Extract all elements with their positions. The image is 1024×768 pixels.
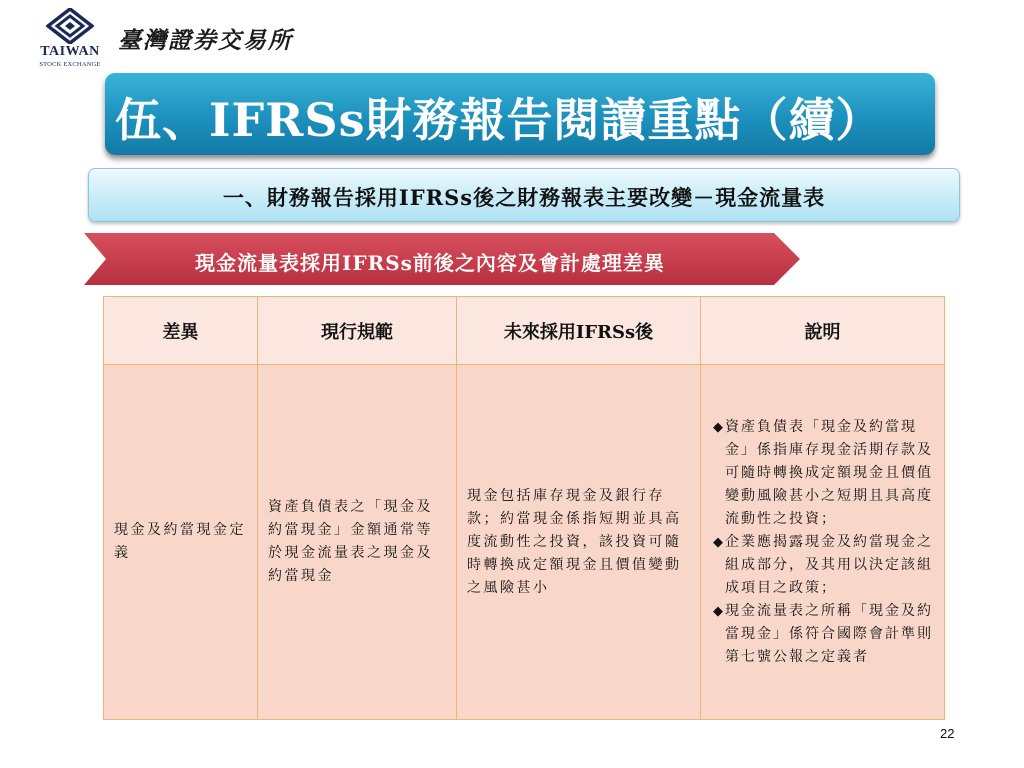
header-future-ifrs: 未來採用IFRSs後: [457, 297, 701, 365]
twse-logo-icon: [46, 8, 94, 44]
page-number: 22: [940, 726, 955, 741]
header-explanation: 說明: [701, 297, 945, 365]
explanation-item: [713, 531, 936, 600]
header-difference: 差異: [104, 297, 258, 365]
slide-subtitle: 一、財務報告採用IFRSs後之財務報表主要改變－現金流量表: [222, 185, 826, 210]
diamond-bullet-icon: ◆: [713, 603, 725, 619]
explanation-text: 企業應揭露現金及約當現金之組成部分，及其用以決定該組成項目之政策；: [725, 533, 933, 596]
explanation-text: 現金流量表之所稱「現金及約當現金」係符合國際會計準則第七號公報之定義者: [725, 602, 933, 665]
header-current-standard: 現行規範: [258, 297, 457, 365]
logo-text-taiwan: TAIWAN: [40, 44, 100, 59]
cell-difference: 現金及約當現金定義: [104, 365, 258, 720]
twse-logo: [30, 8, 110, 68]
explanation-item: [713, 600, 936, 669]
cell-future: 現金包括庫存現金及銀行存款；約當現金係指短期並具高度流動性之投資，該投資可隨時轉換成定額現金且價值變動之風險甚小: [457, 365, 701, 720]
table-header-row: [104, 297, 945, 365]
table-row: [104, 365, 945, 720]
explanation-item: [713, 416, 936, 531]
slide-title: 伍、IFRSs財務報告閱讀重點（續）: [115, 93, 883, 147]
diamond-bullet-icon: ◆: [713, 419, 725, 435]
diamond-bullet-icon: ◆: [713, 534, 725, 550]
cell-current: 資產負債表之「現金及約當現金」金額通常等於現金流量表之現金及約當現金: [258, 365, 457, 720]
organization-name: 臺灣證券交易所: [118, 27, 293, 54]
ifrs-difference-table: [103, 296, 945, 720]
cell-explanation: [701, 365, 945, 720]
logo-text-stock-exchange: STOCK EXCHANGE: [39, 61, 101, 68]
section-label: 現金流量表採用IFRSs前後之內容及會計處理差異: [195, 251, 665, 275]
explanation-text: 資產負債表「現金及約當現金」係指庫存現金活期存款及可隨時轉換成定額現金且價值變動風險甚小之短期且具高度流動性之投資；: [725, 418, 933, 527]
